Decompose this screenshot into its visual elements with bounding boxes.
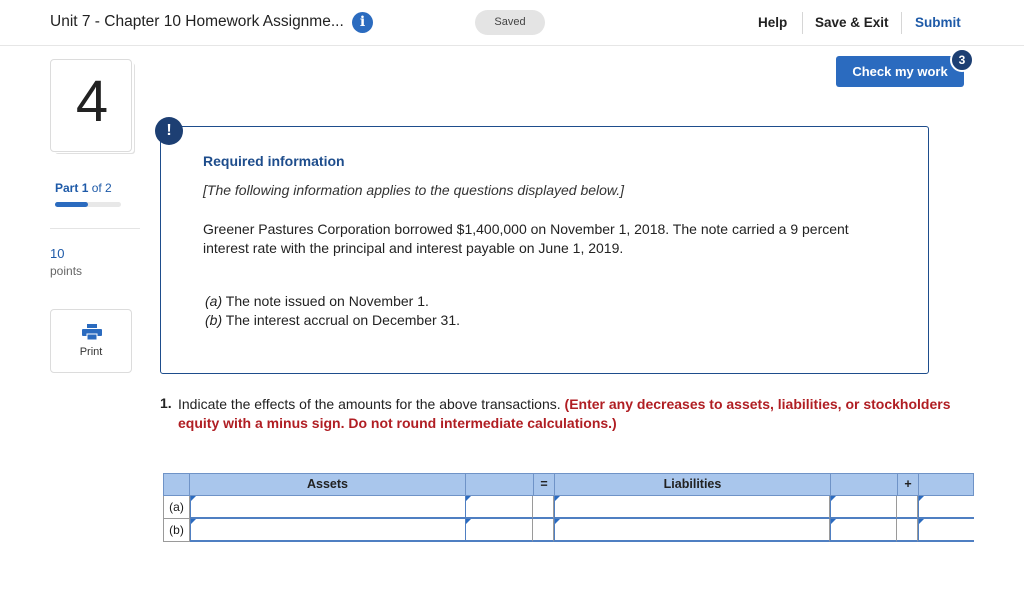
row-label: (b) — [163, 519, 190, 542]
equity-account-input-a[interactable] — [918, 496, 974, 519]
table-header-assets: Assets — [190, 474, 466, 495]
row-label: (a) — [163, 496, 190, 519]
assignment-title: Unit 7 - Chapter 10 Homework Assignme... — [50, 13, 344, 30]
printer-icon — [82, 324, 102, 340]
question-index: 1. — [160, 395, 172, 411]
liabilities-amount-input-b[interactable] — [830, 519, 897, 542]
table-header-row — [163, 473, 974, 496]
liabilities-amount-input-a[interactable] — [830, 496, 897, 519]
item-a-text: The note issued on November 1. — [222, 293, 429, 309]
submit-link[interactable]: Submit — [915, 15, 961, 30]
part-progress-fill — [55, 202, 88, 207]
effects-table — [163, 473, 974, 543]
item-a-letter: (a) — [205, 293, 223, 309]
print-label: Print — [79, 346, 103, 358]
nav-divider — [901, 12, 902, 34]
equity-account-input-b[interactable] — [918, 519, 974, 542]
item-b-text: The interest accrual on December 31. — [222, 312, 460, 328]
table-row — [163, 519, 974, 542]
sidebar-divider — [50, 228, 140, 229]
table-header-equals: = — [534, 474, 555, 495]
question-number-card — [50, 59, 132, 152]
assets-account-input-b[interactable] — [190, 519, 466, 542]
part-total: of 2 — [91, 181, 112, 195]
required-info-title: Required information — [203, 153, 345, 169]
points-label: points — [50, 264, 83, 278]
check-my-work-button[interactable]: Check my work — [836, 56, 964, 87]
table-row — [163, 496, 974, 519]
question-text — [178, 395, 958, 433]
saved-status-badge: Saved — [475, 10, 545, 35]
table-header-equity — [919, 474, 974, 495]
table-header-liabilities: Liabilities — [555, 474, 831, 495]
part-indicator — [55, 181, 112, 195]
item-b-letter: (b) — [205, 312, 223, 328]
equals-spacer — [533, 519, 554, 542]
assets-account-input-a[interactable] — [190, 496, 466, 519]
question-prompt: Indicate the effects of the amounts for the above transactions. — [178, 396, 561, 412]
required-info-subtitle: [The following information applies to the questions displayed below.] — [203, 182, 625, 198]
liabilities-account-input-a[interactable] — [554, 496, 830, 519]
part-prefix: Part — [55, 181, 79, 195]
part-progress-bar — [55, 202, 121, 207]
transaction-item-a — [205, 293, 429, 309]
nav-divider — [802, 12, 803, 34]
table-header-liabilities-amount — [831, 474, 898, 495]
required-info-paragraph: Greener Pastures Corporation borrowed $1,400,000 on November 1, 2018. The note carried a 9 percent interest rate with the principal and interest payable on June 1, 2019. — [203, 221, 849, 256]
liabilities-account-input-b[interactable] — [554, 519, 830, 542]
table-header-assets-amount — [466, 474, 534, 495]
assets-amount-input-b[interactable] — [465, 519, 533, 542]
plus-spacer — [897, 496, 918, 519]
help-link[interactable]: Help — [758, 15, 788, 30]
info-icon[interactable]: i — [352, 12, 373, 33]
equals-spacer — [533, 496, 554, 519]
plus-spacer — [897, 519, 918, 542]
assets-amount-input-a[interactable] — [465, 496, 533, 519]
top-header — [0, 0, 1024, 46]
table-header-blank — [164, 474, 190, 495]
transaction-item-b — [205, 312, 460, 328]
check-attempts-badge: 3 — [950, 48, 974, 72]
question-instruction: (Enter any decreases to assets, liabilities, or stockholders equity with a minus sign. Do not round intermediate calculations.) — [178, 396, 951, 431]
question-number: 4 — [75, 69, 109, 134]
print-button[interactable] — [50, 309, 132, 373]
points-value: 10 — [50, 246, 65, 261]
alert-icon: ! — [155, 117, 183, 145]
table-header-plus: + — [898, 474, 919, 495]
save-exit-link[interactable]: Save & Exit — [815, 15, 889, 30]
part-current: 1 — [81, 181, 89, 195]
